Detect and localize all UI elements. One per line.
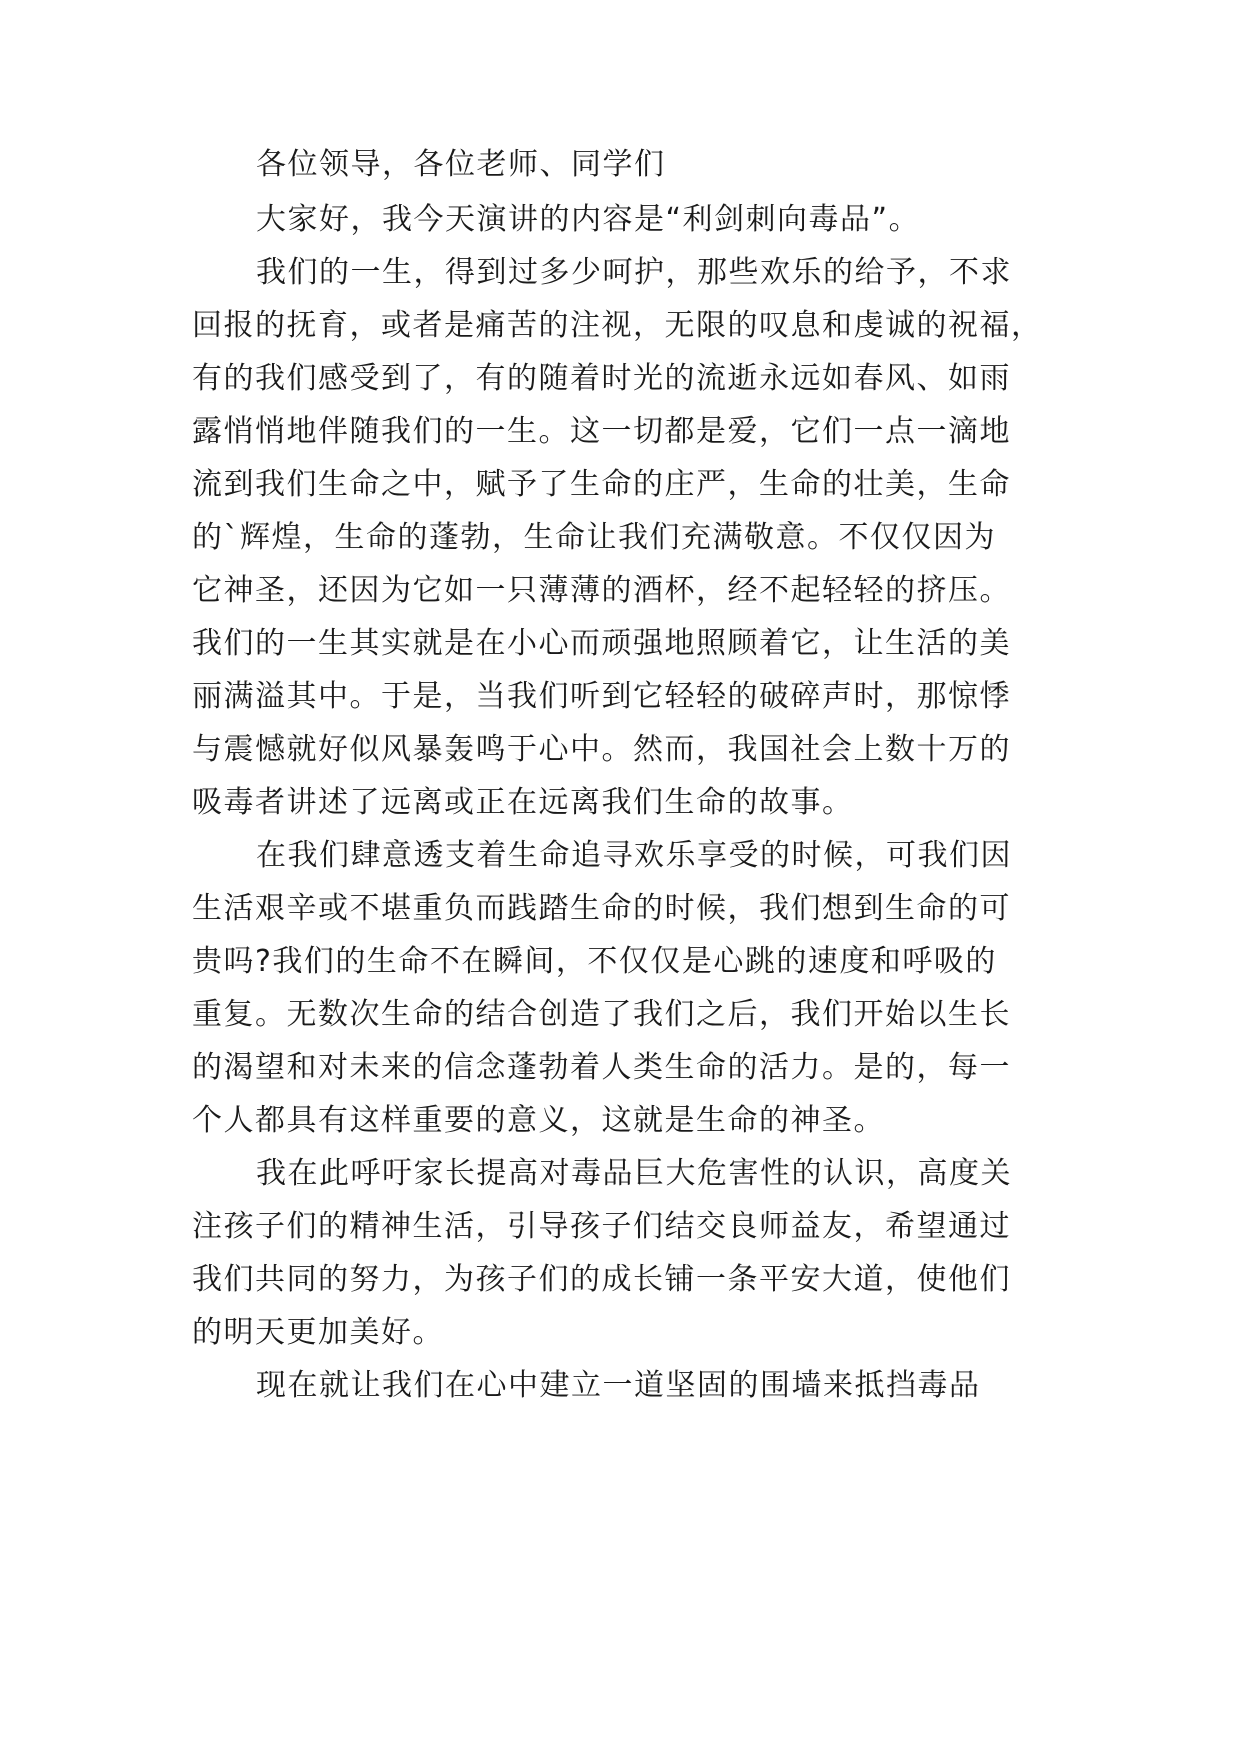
paragraph-line: 露悄悄地伴随我们的一生。这一切都是爱，它们一点一滴地 [192, 414, 1011, 449]
paragraph-line: 流到我们生命之中，赋予了生命的庄严，生命的壮美，生命 [192, 467, 1011, 502]
paragraph-line: 贵吗?我们的生命不在瞬间，不仅仅是心跳的速度和呼吸的 [192, 944, 997, 979]
paragraph-line: 丽满溢其中。于是，当我们听到它轻轻的破碎声时，那惊悸 [192, 679, 1011, 714]
paragraph-line: 个人都具有这样重要的意义，这就是生命的神圣。 [192, 1103, 885, 1138]
paragraph-line: 现在就让我们在心中建立一道坚固的围墙来抵挡毒品 [256, 1368, 981, 1403]
paragraph-line: 重复。无数次生命的结合创造了我们之后，我们开始以生长 [192, 997, 1011, 1032]
paragraph-line: 有的我们感受到了，有的随着时光的流逝永远如春风、如雨 [192, 361, 1011, 396]
paragraph-line: 的明天更加美好。 [192, 1315, 444, 1350]
paragraph-line: 我们共同的努力，为孩子们的成长铺一条平安大道，使他们 [192, 1262, 1011, 1297]
paragraph-line: 生活艰辛或不堪重负而践踏生命的时候，我们想到生命的可 [192, 891, 1011, 926]
paragraph-line: 我们的一生，得到过多少呵护，那些欢乐的给予，不求 [256, 255, 1012, 290]
paragraph-line: 吸毒者讲述了远离或正在远离我们生命的故事。 [192, 785, 854, 820]
greeting-line: 各位领导，各位老师、同学们 [256, 147, 666, 182]
paragraph-line: 注孩子们的精神生活，引导孩子们结交良师益友，希望通过 [192, 1209, 1011, 1244]
paragraph-line: 的渴望和对未来的信念蓬勃着人类生命的活力。是的，每一 [192, 1050, 1011, 1085]
paragraph-line: 我们的一生其实就是在小心而顽强地照顾着它，让生活的美 [192, 626, 1011, 661]
paragraph-line: 我在此呼吁家长提高对毒品巨大危害性的认识，高度关 [256, 1156, 1012, 1191]
paragraph-line: 它神圣，还因为它如一只薄薄的酒杯，经不起轻轻的挤压。 [192, 573, 1011, 608]
paragraph-line: 与震憾就好似风暴轰鸣于心中。然而，我国社会上数十万的 [192, 732, 1011, 767]
paragraph-line: 回报的抚育，或者是痛苦的注视，无限的叹息和虔诚的祝福， [192, 308, 1043, 343]
paragraph-line: 的`辉煌，生命的蓬勃，生命让我们充满敬意。不仅仅因为 [192, 520, 996, 555]
opening-line: 大家好，我今天演讲的内容是“利剑刺向毒品”。 [256, 202, 921, 237]
paragraph-line: 在我们肆意透支着生命追寻欢乐享受的时候，可我们因 [256, 838, 1012, 873]
